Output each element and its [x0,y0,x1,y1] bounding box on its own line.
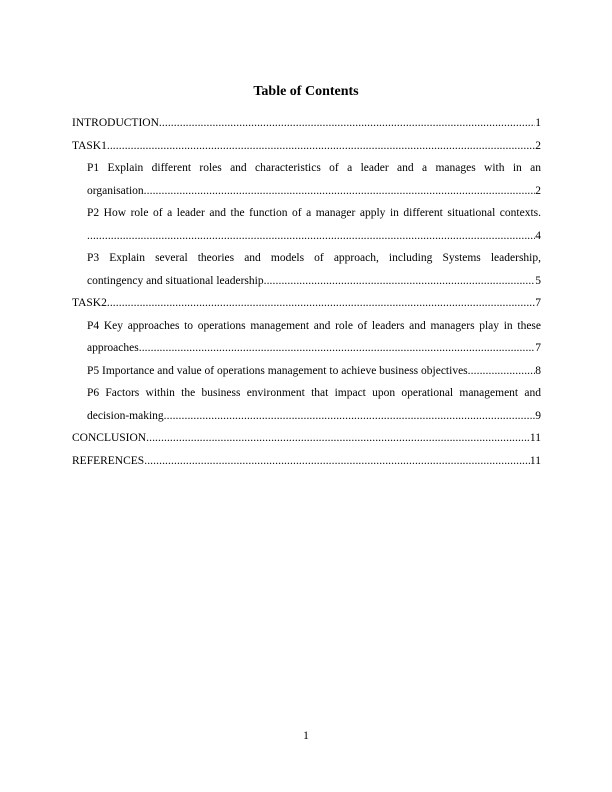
toc-entry-p6[interactable] [87,382,541,427]
dot-leader [87,225,535,248]
dot-leader [164,405,536,428]
toc-entry-introduction[interactable] [72,112,541,135]
toc-entry-page: 2 [535,139,541,152]
dot-leader [468,360,536,383]
toc-entry-label-cont: approaches [87,342,139,354]
toc-entry-label: P3 Explain several theories and models of approach, including Systems leadership, [87,252,541,264]
dot-leader [264,270,536,293]
toc-entry-p1[interactable] [87,157,541,202]
toc-entry-label: REFERENCES [72,454,145,467]
toc-entry-label: TASK1 [72,139,107,152]
toc-entry-page: 4 [535,229,541,242]
toc-entry-page: 5 [535,274,541,287]
toc-entry-p2[interactable] [87,202,541,247]
toc-entry-label: P4 Key approaches to operations management and role of leaders and managers play in these [87,319,541,332]
toc-entry-label: P2 How role of a leader and the function of a manager apply in different situational contexts. [87,207,541,219]
toc-entry-p5[interactable] [87,360,541,383]
toc-entry-label: P1 Explain different roles and characteristics of a leader and a manages with in an [87,162,541,174]
toc-entry-page: 7 [535,342,541,354]
toc-entry-label: TASK2 [72,297,107,309]
toc-entry-label: P6 Factors within the business environment that impact upon operational management and [87,387,541,399]
toc-entry-label: INTRODUCTION [72,117,159,129]
toc-entry-page: 1 [535,117,541,129]
dot-leader [146,427,530,450]
toc-entry-p3[interactable] [87,247,541,292]
toc-entry-label-cont: organisation [87,184,144,197]
toc-entry-label: CONCLUSION [72,432,147,444]
toc-entry-label-cont: decision-making [87,409,164,422]
dot-leader [159,112,535,135]
toc-entry-page: 11 [529,432,541,444]
toc-title: Table of Contents [253,84,359,99]
toc-entry-page: 2 [535,184,541,197]
toc-entry-references[interactable] [72,450,541,473]
toc-entry-label-cont: contingency and situational leadership [87,274,264,287]
toc-entry-page: 9 [535,409,541,422]
toc-entry-task2[interactable] [72,292,541,315]
toc-entry-conclusion[interactable] [72,427,541,450]
page-number: 1 [303,730,309,742]
toc-entry-page: 8 [535,364,541,377]
dot-leader [144,180,536,203]
toc-entry-page: 11 [529,454,541,467]
dot-leader [139,337,536,360]
table-of-contents [72,112,541,472]
toc-entry-page: 7 [535,297,541,309]
toc-entry-p4[interactable] [87,315,541,360]
dot-leader [107,292,535,315]
dot-leader [144,450,530,473]
toc-entry-task1[interactable] [72,135,541,158]
toc-entry-label: P5 Importance and value of operations management to achieve business objectives [87,364,468,377]
dot-leader [107,135,535,158]
